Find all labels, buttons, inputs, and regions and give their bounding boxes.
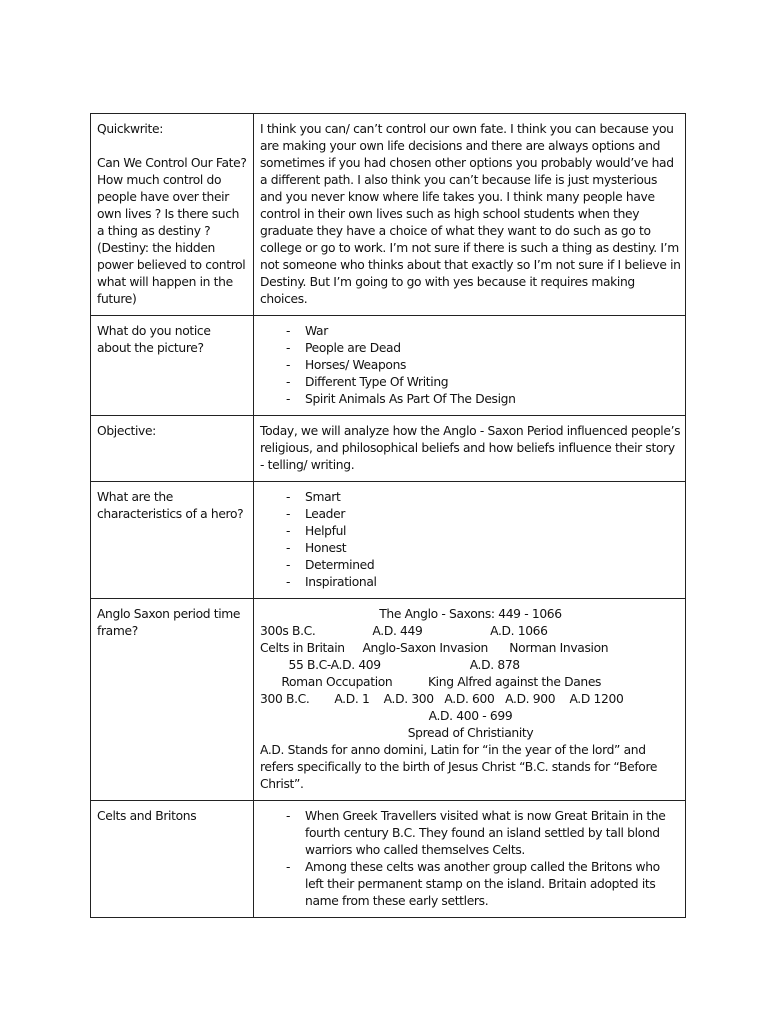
celts-answer-cell: [254, 801, 686, 918]
dash-marker: -: [285, 358, 291, 372]
quickwrite-heading: Quickwrite:: [97, 122, 163, 136]
timeline-title: The Anglo - Saxons: 449 - 1066: [379, 607, 562, 621]
table-row-celts: [91, 801, 686, 918]
list-item: [281, 859, 681, 910]
christianity-dates: A.D. 400 - 699: [428, 709, 513, 723]
list-item-text: When Greek Travellers visited what is now Great Britain in the fourth century B.C. They found an island settled by tall blond warriors who called themselves Celts.: [305, 809, 666, 857]
list-item-text: Horses/ Weapons: [305, 358, 407, 372]
dash-marker: -: [285, 324, 291, 338]
list-item: [281, 357, 681, 374]
notes-table: [90, 113, 686, 918]
time-frame-question: Anglo Saxon period time frame?: [97, 607, 241, 638]
dash-marker: -: [285, 375, 291, 389]
dash-marker: -: [285, 490, 291, 504]
list-item-text: War: [305, 324, 328, 338]
timeline-line: 300s B.C. A.D. 449 A.D. 1066: [260, 624, 548, 638]
time-frame-answer-cell: [254, 599, 686, 801]
hero-question: What are the characteristics of a hero?: [97, 490, 244, 521]
notice-label-cell: [91, 316, 254, 416]
hero-answer-cell: [254, 482, 686, 599]
list-item: [281, 374, 681, 391]
objective-text: Today, we will analyze how the Anglo - Saxon Period influenced people’s religious, and philosophical beliefs and how beliefs influence their story - telling/ writing.: [260, 424, 681, 472]
list-item-text: Different Type Of Writing: [305, 375, 449, 389]
timeline-line: 300 B.C. A.D. 1 A.D. 300 A.D. 600 A.D. 900 A.D 1200: [260, 692, 624, 706]
hero-label-cell: [91, 482, 254, 599]
list-item: [281, 808, 681, 859]
table-row-objective: [91, 416, 686, 482]
era-abbreviation-note: A.D. Stands for anno domini, Latin for “in the year of the lord” and refers specifically to the birth of Jesus Christ “B.C. stands for “Before Christ”.: [260, 743, 658, 791]
list-item-text: Leader: [305, 507, 346, 521]
list-item: [281, 506, 681, 523]
timeline-line: Roman Occupation King Alfred against the Danes: [260, 675, 602, 689]
list-item-text: Honest: [305, 541, 347, 555]
celts-list: [260, 808, 681, 910]
table-row-time-frame: [91, 599, 686, 801]
list-item: [281, 557, 681, 574]
quickwrite-question: Can We Control Our Fate? How much control do people have over their own lives ? Is there such a thing as destiny ? (Destiny: the hidden power believed to control what will happen in the future): [97, 156, 247, 306]
list-item: [281, 391, 681, 408]
timeline-line: 55 B.C-A.D. 409 A.D. 878: [260, 658, 520, 672]
dash-marker: -: [285, 575, 291, 589]
dash-marker: -: [285, 558, 291, 572]
celts-heading: Celts and Britons: [97, 809, 197, 823]
christianity-label: Spread of Christianity: [407, 726, 534, 740]
dash-marker: -: [285, 392, 291, 406]
list-item-text: Spirit Animals As Part Of The Design: [305, 392, 516, 406]
quickwrite-answer-cell: [254, 114, 686, 316]
list-item: [281, 540, 681, 557]
list-item-text: Inspirational: [305, 575, 377, 589]
list-item-text: Smart: [305, 490, 341, 504]
dash-marker: -: [285, 809, 291, 823]
list-item: [281, 523, 681, 540]
list-item: [281, 574, 681, 591]
objective-answer-cell: [254, 416, 686, 482]
dash-marker: -: [285, 507, 291, 521]
notice-answer-cell: [254, 316, 686, 416]
table-row-hero: [91, 482, 686, 599]
objective-heading: Objective:: [97, 424, 156, 438]
table-row-quickwrite: [91, 114, 686, 316]
quickwrite-label-cell: [91, 114, 254, 316]
list-item: [281, 323, 681, 340]
dash-marker: -: [285, 524, 291, 538]
celts-label-cell: [91, 801, 254, 918]
dash-marker: -: [285, 341, 291, 355]
list-item: [281, 340, 681, 357]
time-frame-label-cell: [91, 599, 254, 801]
list-item-text: People are Dead: [305, 341, 401, 355]
list-item-text: Among these celts was another group called the Britons who left their permanent stamp on the island. Britain adopted its name from these early settlers.: [305, 860, 660, 908]
list-item-text: Helpful: [305, 524, 347, 538]
list-item: [281, 489, 681, 506]
list-item-text: Determined: [305, 558, 375, 572]
timeline-line: Celts in Britain Anglo-Saxon Invasion Norman Invasion: [260, 641, 609, 655]
dash-marker: -: [285, 541, 291, 555]
worksheet-page: [90, 113, 679, 918]
dash-marker: -: [285, 860, 291, 874]
hero-list: [260, 489, 681, 591]
table-row-notice: [91, 316, 686, 416]
notice-list: [260, 323, 681, 408]
objective-label-cell: [91, 416, 254, 482]
quickwrite-answer: I think you can/ can’t control our own fate. I think you can because you are making your own life decisions and there are always options and sometimes if you had chosen other options you probably would’ve had a different path. I also think you can’t because life is just mysterious and you never know where life takes you. I think many people have control in their own lives such as high school students when they graduate they have a choice of what they want to do such as go to college or go to work. I’m not sure if there is such a thing as destiny. I’m not someone who thinks about that exactly so I’m not sure if I believe in Destiny. But I’m going to go with yes because it requires making choices.: [260, 122, 681, 306]
notice-question: What do you notice about the picture?: [97, 324, 211, 355]
